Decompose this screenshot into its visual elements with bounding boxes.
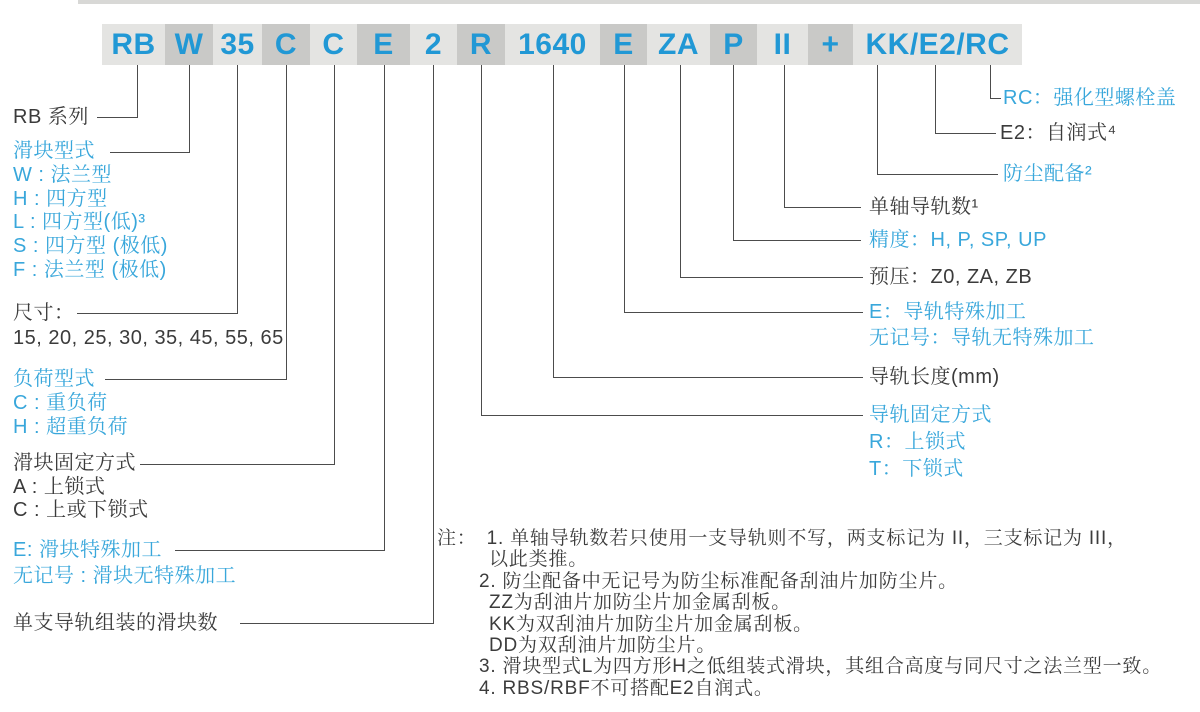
label-row: 单轴导轨数¹ xyxy=(869,196,979,218)
footnote-line: KK为双刮油片加防尘片加金属刮板。 xyxy=(489,613,813,635)
label-row: E: 滑块特殊加工 xyxy=(13,539,162,561)
code-segment-35: 35 xyxy=(213,24,262,65)
code-segment-ii: II xyxy=(757,24,808,65)
footnote-line: 2. 防尘配备中无记号为防尘标准配备刮油片加防尘片。 xyxy=(479,570,958,592)
connector-rail-count xyxy=(784,65,861,208)
label-dust-protection xyxy=(1003,164,1092,184)
label-bolt-cover xyxy=(1003,88,1176,108)
label-block-type-title: 滑块型式 xyxy=(13,140,95,162)
label-accuracy xyxy=(869,230,1047,250)
footnote-label: 注： xyxy=(437,528,477,549)
code-segment-za: ZA xyxy=(647,24,710,65)
label-series-title: RB 系列 xyxy=(13,106,89,128)
code-segment-c1: C xyxy=(262,24,310,65)
label-row: E：导轨特殊加工 xyxy=(869,301,1027,323)
code-segment-plus: + xyxy=(808,24,853,65)
label-preload xyxy=(869,267,1032,287)
label-rail-special-group xyxy=(869,299,1095,351)
code-segment-kk-e2-rc: KK/E2/RC xyxy=(853,24,1022,65)
label-size-group xyxy=(13,301,284,351)
label-row: W : 法兰型 xyxy=(13,163,113,186)
label-rail-fixing-group xyxy=(869,402,992,483)
footnote-line: ZZ为刮油片加防尘片加金属刮板。 xyxy=(489,592,792,614)
top-edge-strip xyxy=(78,0,1200,4)
label-row: 无记号：导轨无特殊加工 xyxy=(869,327,1095,349)
label-row: RC：强化型螺栓盖 xyxy=(1003,87,1177,109)
label-row: H : 超重负荷 xyxy=(13,416,129,438)
code-segment-e2: E xyxy=(600,24,647,65)
code-segment-r: R xyxy=(457,24,505,65)
label-rail-count xyxy=(869,197,979,217)
code-segment-rb: RB xyxy=(102,24,165,65)
label-row: R：上锁式 xyxy=(869,431,966,453)
label-rail-fixing-title: 导轨固定方式 xyxy=(869,404,992,426)
label-row: T：下锁式 xyxy=(869,458,964,480)
code-segment-w: W xyxy=(165,24,213,65)
label-rail-length xyxy=(869,367,1000,387)
footnote-text: 1. 单轴导轨数若只使用一支导轨则不写，两支标记为 II，三支标记为 III， xyxy=(486,528,1127,549)
footnote-line: DD为双刮油片加防尘片。 xyxy=(489,635,717,657)
connector-self-lub xyxy=(935,65,996,134)
footnote-line: 3. 滑块型式L为四方形H之低组装式滑块，其组合高度与同尺寸之法兰型一致。 xyxy=(479,656,1163,678)
label-block-type-group xyxy=(13,140,168,283)
label-row: F : 法兰型 (极低) xyxy=(13,258,167,281)
label-block-fixing-group xyxy=(13,452,149,523)
label-row: S : 四方型 (极低) xyxy=(13,235,168,258)
label-row: A : 上锁式 xyxy=(13,475,106,498)
label-row: 防尘配备² xyxy=(1003,163,1093,185)
label-row: C : 重负荷 xyxy=(13,392,108,414)
code-segment-p: P xyxy=(710,24,757,65)
label-row: C : 上或下锁式 xyxy=(13,499,149,521)
label-block-special-group xyxy=(13,537,236,589)
label-row: 预压：Z0, ZA, ZB xyxy=(869,266,1033,288)
label-row: 精度：H, P, SP, UP xyxy=(869,229,1047,251)
label-block-fixing-title: 滑块固定方式 xyxy=(13,452,136,474)
model-code-bar xyxy=(102,24,1022,65)
footnotes xyxy=(437,528,1162,699)
label-load-type-group xyxy=(13,367,128,439)
label-row: E2：自润式⁴ xyxy=(1000,122,1117,144)
label-row: 无记号 : 滑块无特殊加工 xyxy=(13,565,237,587)
footnote-line xyxy=(437,528,1162,549)
code-segment-c2: C xyxy=(310,24,357,65)
footnote-line: 以此类推。 xyxy=(489,549,589,571)
label-blocks-per-rail-title: 单支导轨组装的滑块数 xyxy=(13,612,218,634)
code-segment-2: 2 xyxy=(410,24,457,65)
label-row: L : 四方型(低)³ xyxy=(13,211,146,234)
label-self-lub xyxy=(1000,123,1117,143)
label-row: 导轨长度(mm) xyxy=(869,366,1000,388)
label-size-values: 15, 20, 25, 30, 35, 45, 55, 65 xyxy=(13,327,284,349)
label-load-type-title: 负荷型式 xyxy=(13,368,95,390)
code-segment-1640: 1640 xyxy=(505,24,600,65)
code-segment-e1: E xyxy=(357,24,410,65)
label-series xyxy=(13,107,89,127)
label-size-title: 尺寸： xyxy=(13,302,75,324)
footnote-line: 4. RBS/RBF不可搭配E2自润式。 xyxy=(479,677,774,699)
label-blocks-per-rail xyxy=(13,613,218,633)
connector-bolt-cover xyxy=(990,65,1001,99)
label-row: H : 四方型 xyxy=(13,187,108,210)
